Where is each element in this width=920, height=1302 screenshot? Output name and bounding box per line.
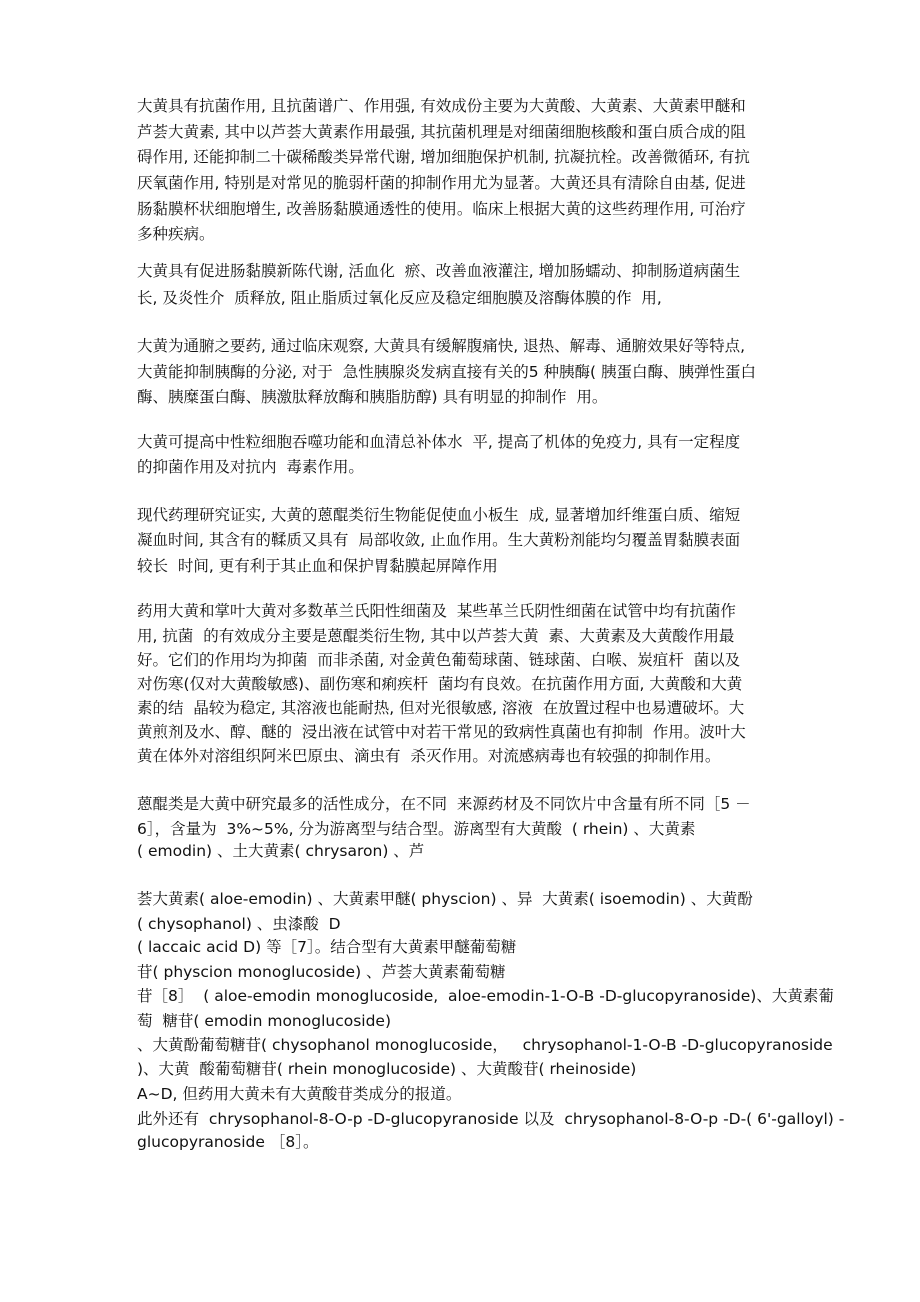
- text-line: 现代药理研究证实, 大黄的蒽醌类衍生物能促使血小板生 成, 显著增加纤维蛋白质、缩短: [137, 506, 741, 524]
- text-line: 多种疾病。: [137, 225, 215, 243]
- text-line: 、大黄酚葡萄糖苷( chysophanol monoglucoside， chrysophanol-1-O-B -D-glucopyranoside: [137, 1036, 833, 1054]
- text-line: 此外还有 chrysophanol-8-O-p -D-glucopyranoside 以及 chrysophanol-8-O-p -D-( 6'-galloyl) -: [137, 1110, 845, 1128]
- text-line: 大黄具有抗菌作用, 且抗菌谱广、作用强, 有效成份主要为大黄酸、大黄素、大黄素甲醚和: [137, 97, 746, 115]
- text-line: 药用大黄和掌叶大黄对多数革兰氏阳性细菌及 某些革兰氏阴性细菌在试管中均有抗菌作: [137, 602, 736, 620]
- text-line: 大黄具有促进肠黏膜新陈代谢, 活血化 瘀、改善血液灌注, 增加肠蠕动、抑制肠道病菌生: [137, 262, 741, 280]
- text-line: ( emodin) 、土大黄素( chrysaron) 、芦: [137, 842, 425, 860]
- text-line: 黄煎剂及水、醇、醚的 浸出液在试管中对若干常见的致病性真菌也有抑制 作用。波叶大: [137, 723, 746, 741]
- text-line: 芦荟大黄素, 其中以芦荟大黄素作用最强, 其抗菌机理是对细菌细胞核酸和蛋白质合成的阻: [137, 123, 746, 141]
- text-line: 酶、胰糜蛋白酶、胰激肽释放酶和胰脂肪醇) 具有明显的抑制作 用。: [137, 388, 608, 406]
- text-line: 凝血时间, 其含有的鞣质又具有 局部收敛, 止血作用。生大黄粉剂能均匀覆盖胃黏膜表面: [137, 531, 741, 549]
- text-line: 素的结 晶较为稳定, 其溶液也能耐热, 但对光很敏感, 溶液 在放置过程中也易遭破坏。大: [137, 699, 745, 717]
- text-line: ( laccaic acid D) 等［7］。结合型有大黄素甲醚葡萄糖: [137, 938, 517, 956]
- text-line: 碍作用, 还能抑制二十碳稀酸类异常代谢, 增加细胞保护机制, 抗凝抗栓。改善微循环, 有抗: [137, 148, 750, 166]
- text-line: 6］，含量为 3%~5%, 分为游离型与结合型。游离型有大黄酸 ( rhein) 、大黄素: [137, 820, 696, 838]
- text-line: 好。它们的作用均为抑菌 而非杀菌, 对金黄色葡萄球菌、链球菌、白喉、炭疽杆 菌以及: [137, 651, 741, 669]
- text-line: A~D, 但药用大黄未有大黄酸苷类成分的报道。: [137, 1085, 462, 1103]
- text-line: 苷［8］ ( aloe-emodin monoglucoside, aloe-emodin-1-O-B -D-glucopyranoside)、大黄素葡: [137, 987, 834, 1005]
- text-line: glucopyranoside ［8］。: [137, 1133, 319, 1151]
- text-line: 厌氧菌作用, 特别是对常见的脆弱杆菌的抑制作用尤为显著。大黄还具有清除自由基, 促进: [137, 174, 746, 192]
- text-line: 对伤寒(仅对大黄酸敏感)、副伤寒和痢疾杆 菌均有良效。在抗菌作用方面, 大黄酸和大黄: [137, 675, 743, 693]
- text-line: 大黄能抑制胰酶的分泌, 对于 急性胰腺炎发病直接有关的5 种胰酶( 胰蛋白酶、胰弹性蛋白: [137, 363, 756, 381]
- text-line: 苷( physcion monoglucoside) 、芦荟大黄素葡萄糖: [137, 963, 506, 981]
- text-line: 大黄可提高中性粒细胞吞噬功能和血清总补体水 平, 提高了机体的免疫力, 具有一定程度: [137, 433, 741, 451]
- text-line: 用, 抗菌 的有效成分主要是蒽醌类衍生物, 其中以芦荟大黄 素、大黄素及大黄酸作用最: [137, 627, 735, 645]
- text-line: 大黄为通腑之要药, 通过临床观察, 大黄具有缓解腹痛快, 退热、解毒、通腑效果好等特点,: [137, 337, 745, 355]
- text-line: 黄在体外对溶组织阿米巴原虫、滴虫有 杀灭作用。对流感病毒也有较强的抑制作用。: [137, 747, 721, 765]
- text-line: 肠黏膜杯状细胞增生, 改善肠黏膜通透性的使用。临床上根据大黄的这些药理作用, 可治疗: [137, 200, 746, 218]
- text-line: 的抑菌作用及对抗内 毒素作用。: [137, 458, 364, 476]
- text-line: 萄 糖苷( emodin monoglucoside): [137, 1012, 392, 1030]
- text-line: 长, 及炎性介 质释放, 阻止脂质过氧化反应及稳定细胞膜及溶酶体膜的作 用,: [137, 289, 662, 307]
- text-line: 蒽醌类是大黄中研究最多的活性成分，在不同 来源药材及不同饮片中含量有所不同［5 －: [137, 795, 751, 813]
- text-line: 荟大黄素( aloe-emodin) 、大黄素甲醚( physcion) 、异 大黄素( isoemodin) 、大黄酚: [137, 890, 753, 908]
- text-line: ( chysophanol) 、虫漆酸 D: [137, 915, 341, 933]
- text-line: 较长 时间, 更有利于其止血和保护胃黏膜起屏障作用: [137, 557, 498, 575]
- text-line: )、大黄 酸葡萄糖苷( rhein monoglucoside) 、大黄酸苷( rheinoside): [137, 1060, 637, 1078]
